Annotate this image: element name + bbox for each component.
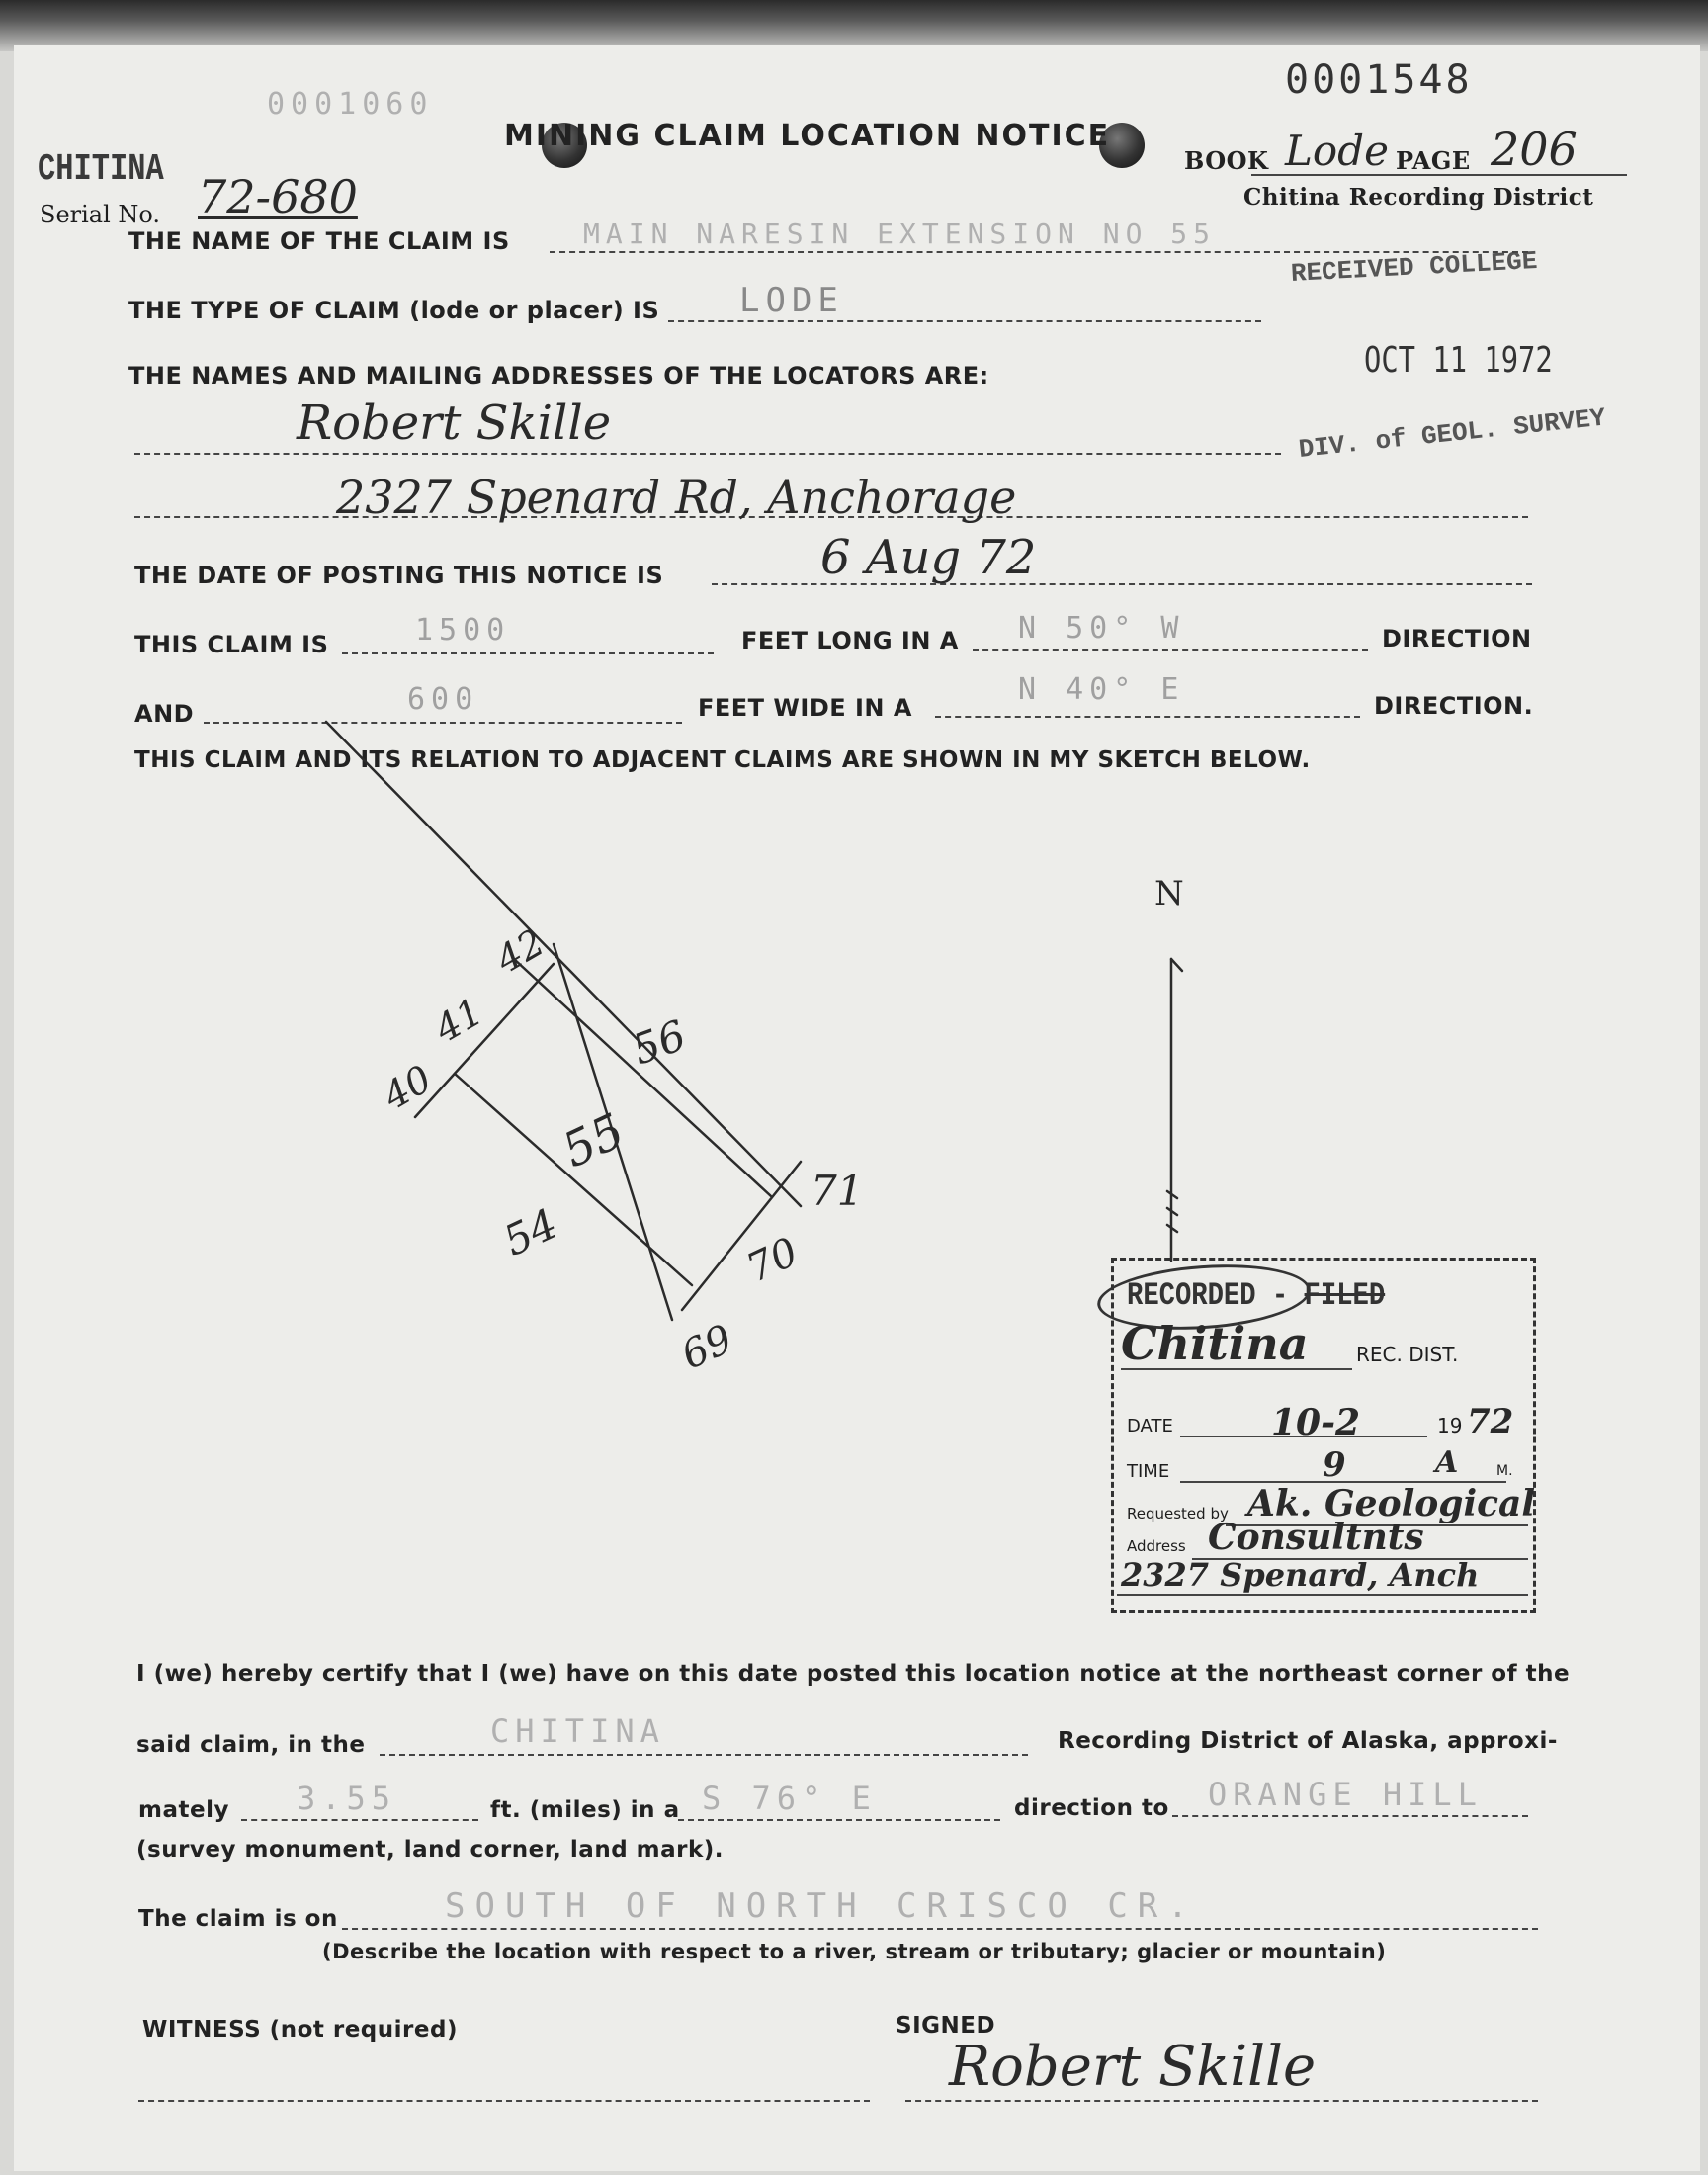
claim-71-label: 71 bbox=[811, 1167, 864, 1215]
claim-54-label: 54 bbox=[496, 1199, 565, 1265]
document-number: 0001548 bbox=[1285, 57, 1473, 103]
stamp-address-value1: Consultnts bbox=[1208, 1517, 1424, 1558]
claim-name-value: MAIN NARESIN EXTENSION NO 55 bbox=[583, 218, 1217, 250]
width-prefix: AND bbox=[134, 700, 195, 728]
claim-55-label: 55 bbox=[555, 1102, 634, 1179]
stamp-address-value2: 2327 Spenard, Anch bbox=[1121, 1556, 1480, 1594]
page-label: PAGE bbox=[1396, 146, 1471, 175]
serial-label: Serial No. bbox=[40, 201, 161, 228]
witness-label: WITNESS (not required) bbox=[142, 2017, 458, 2043]
sketch-label: THIS CLAIM AND ITS RELATION TO ADJACENT CLAIMS ARE SHOWN IN MY SKETCH BELOW. bbox=[134, 747, 1311, 773]
stamp-date-value: 10-2 bbox=[1271, 1402, 1361, 1443]
stamp-time-m: M. bbox=[1496, 1463, 1513, 1479]
recording-district-label: Chitina Recording District bbox=[1243, 184, 1594, 211]
stamp-year-prefix: 19 bbox=[1437, 1414, 1463, 1437]
posting-date-value: 6 Aug 72 bbox=[820, 530, 1037, 585]
width-mid: FEET WIDE IN A bbox=[698, 694, 912, 722]
recorded-label: RECORDED bbox=[1127, 1277, 1256, 1314]
signature: Robert Skille bbox=[949, 2035, 1317, 2099]
stamp-year-value: 72 bbox=[1467, 1402, 1514, 1441]
said-claim-label: said claim, in the bbox=[136, 1732, 366, 1758]
certify-line1: I (we) hereby certify that I (we) have on this date posted this location notice at the northeast corner of the bbox=[136, 1661, 1571, 1687]
width-value: 600 bbox=[407, 682, 479, 717]
stamp-time-label: TIME bbox=[1127, 1461, 1170, 1482]
stamp-address-label: Address bbox=[1127, 1537, 1186, 1555]
mately-label: mately bbox=[138, 1797, 229, 1823]
width-direction: N 40° E bbox=[1018, 672, 1185, 707]
page-value: 206 bbox=[1491, 123, 1578, 176]
stamp-time-ampm: A bbox=[1435, 1445, 1459, 1480]
book-label: BOOK bbox=[1184, 146, 1269, 175]
claim-40-label: 40 bbox=[376, 1056, 440, 1119]
book-value: Lode bbox=[1285, 127, 1389, 175]
landmark-value: ORANGE HILL bbox=[1208, 1776, 1483, 1813]
describe-note: (Describe the location with respect to a river, stream or tributary; glacier or mountain) bbox=[322, 1940, 1387, 1963]
stamp-date-label: DATE bbox=[1127, 1416, 1173, 1436]
stamp-time-value: 9 bbox=[1323, 1445, 1346, 1485]
signed-label: SIGNED bbox=[896, 2013, 996, 2039]
claim-type-label: THE TYPE OF CLAIM (lode or placer) IS bbox=[128, 297, 660, 324]
claim-on-label: The claim is on bbox=[138, 1906, 338, 1932]
claim-name-label: THE NAME OF THE CLAIM IS bbox=[128, 227, 510, 255]
page-title: MINING CLAIM LOCATION NOTICE bbox=[504, 119, 1111, 153]
landmark-note: (survey monument, land corner, land mark). bbox=[136, 1837, 725, 1863]
claim-56-label: 56 bbox=[626, 1010, 693, 1075]
posting-date-label: THE DATE OF POSTING THIS NOTICE IS bbox=[134, 562, 664, 589]
distance-value: 3.55 bbox=[297, 1780, 397, 1817]
length-value: 1500 bbox=[415, 613, 511, 648]
length-prefix: THIS CLAIM IS bbox=[134, 631, 329, 658]
claim-41-label: 41 bbox=[427, 989, 491, 1052]
faint-bleed-number: 0001060 bbox=[267, 87, 434, 122]
recorded-stamp-title bbox=[1127, 1277, 1385, 1314]
rec-dist-label: REC. DIST. bbox=[1356, 1343, 1459, 1366]
length-mid: FEET LONG IN A bbox=[741, 627, 959, 654]
width-suffix: DIRECTION. bbox=[1374, 692, 1534, 720]
recording-district-value: CHITINA bbox=[490, 1712, 665, 1750]
stamp-requested-value: Ak. Geological bbox=[1247, 1483, 1536, 1524]
claim-on-value: SOUTH OF NORTH CRISCO CR. bbox=[445, 1886, 1198, 1926]
district-stamp: CHITINA bbox=[38, 148, 164, 191]
filed-label: FILED bbox=[1304, 1277, 1386, 1314]
received-stamp-date: OCT 11 1972 bbox=[1364, 340, 1553, 381]
length-suffix: DIRECTION bbox=[1382, 625, 1532, 652]
bearing-value: S 76° E bbox=[702, 1780, 877, 1817]
ft-miles-label: ft. (miles) in a bbox=[490, 1797, 680, 1823]
received-stamp-line3: DIV. of GEOL. SURVEY bbox=[1297, 402, 1607, 465]
claim-70-label: 70 bbox=[739, 1229, 806, 1292]
received-stamp-line1: RECEIVED COLLEGE bbox=[1290, 245, 1539, 289]
title-separator: - bbox=[1255, 1277, 1305, 1314]
locator-name: Robert Skille bbox=[297, 395, 612, 451]
district-suffix: Recording District of Alaska, approxi- bbox=[1058, 1728, 1558, 1754]
claim-42-label: 42 bbox=[488, 919, 553, 983]
claim-69-label: 69 bbox=[674, 1316, 740, 1379]
locator-address: 2327 Spenard Rd, Anchorage bbox=[336, 471, 1017, 524]
stamp-requested-label: Requested by bbox=[1127, 1505, 1229, 1522]
length-direction: N 50° W bbox=[1018, 611, 1185, 646]
locators-label: THE NAMES AND MAILING ADDRESSES OF THE LOCATORS ARE: bbox=[128, 362, 989, 390]
direction-to-label: direction to bbox=[1014, 1795, 1169, 1821]
claim-type-value: LODE bbox=[739, 281, 844, 320]
recorded-district: Chitina bbox=[1121, 1317, 1309, 1370]
serial-value: 72-680 bbox=[198, 170, 358, 223]
north-arrow-label: N bbox=[1154, 874, 1184, 914]
